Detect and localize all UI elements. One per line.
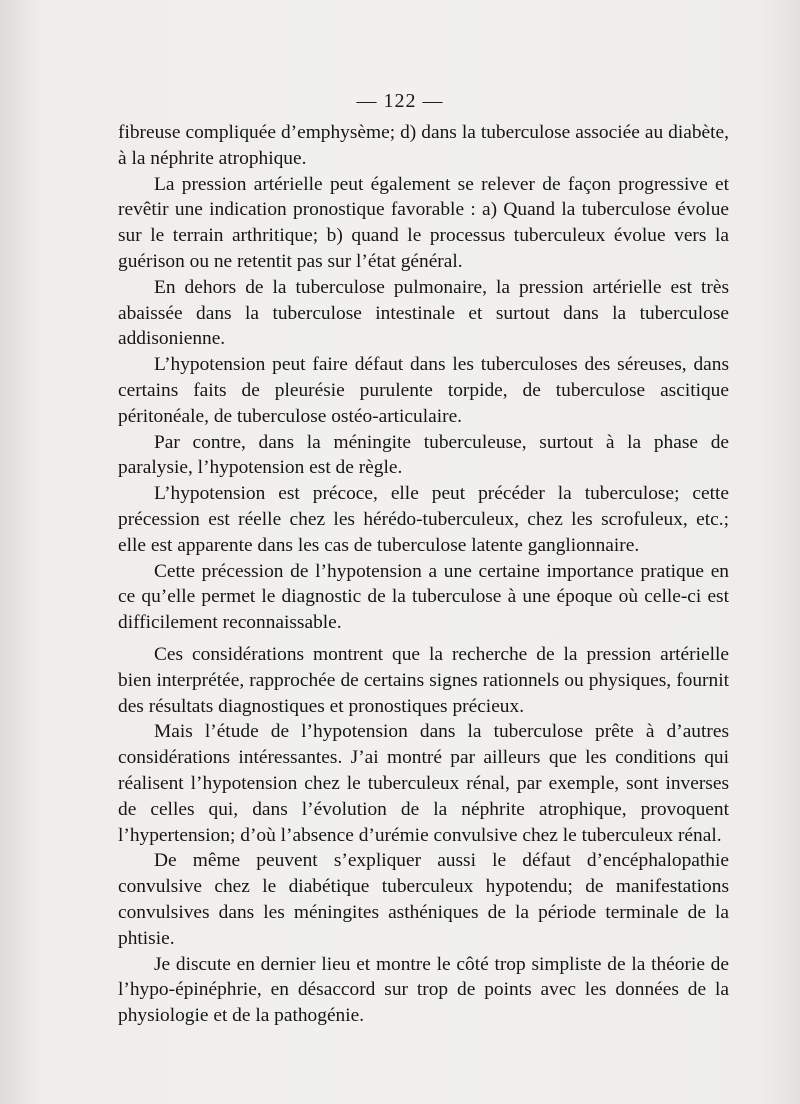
paragraph: L’hypotension est précoce, elle peut précéder la tuberculose; cette précession est réelle chez les hérédo-tuberculeux, chez les scrofuleux, etc.; elle est apparente dans les cas de tuberculose latente ganglionnaire. — [118, 483, 729, 556]
page-number: — 122 — — [356, 90, 444, 112]
paragraph: Par contre, dans la méningite tuberculeuse, surtout à la phase de paralysie, l’hypotension est de règle. — [118, 431, 729, 479]
paragraph: Cette précession de l’hypotension a une certaine importance pratique en ce qu’elle permet le diagnostic de la tuberculose à une époque où celle-ci est difficilement reconnaissable. — [118, 560, 729, 634]
paragraph-continuation: fibreuse compliquée d’emphysème; d) dans la tuberculose associée au diabète, à la néphrite atrophique. — [118, 122, 729, 169]
paragraph: Mais l’étude de l’hypotension dans la tuberculose prête à d’autres considérations intéressantes. J’ai montré par ailleurs que les conditions qui réalisent l’hypotension chez le tuberculeux rénal, par exemple, sont inverses de celles qui, dans l’évolution de la néphrite atrophique, provoquent l’hypertension; d’où l’absence d’urémie convulsive chez le tuberculeux rénal. — [118, 721, 729, 846]
paragraph: Ces considérations montrent que la recherche de la pression artérielle bien interprétée, rapprochée de certains signes rationnels ou physiques, fournit des résultats diagnostiques et pronostiques précieux. — [118, 643, 729, 717]
paragraph: La pression artérielle peut également se relever de façon progressive et revêtir une indication pronostique favorable : a) Quand la tuberculose évolue sur le terrain arthritique; b) quand le processus tuberculeux évolue vers la guérison ou ne retentit pas sur l’état général. — [118, 173, 729, 272]
paragraph: Je discute en dernier lieu et montre le côté trop simpliste de la théorie de l’hypo-épinéphrie, en désaccord sur trop de points avec les données de la physiologie et de la pathogénie. — [118, 953, 729, 1027]
paragraph: En dehors de la tuberculose pulmonaire, la pression artérielle est très abaissée dans la tuberculose intestinale et surtout dans la tuberculose addisonienne. — [118, 276, 729, 350]
body-text — [118, 120, 729, 1029]
paragraph: L’hypotension peut faire défaut dans les tuberculoses des séreuses, dans certains faits de pleurésie purulente torpide, de tuberculose ascitique péritonéale, de tuberculose ostéo-articulaire. — [118, 354, 729, 427]
paragraph: De même peuvent s’expliquer aussi le défaut d’encéphalopathie convulsive chez le diabétique tuberculeux hypotendu; de manifestations convulsives dans les méningites asthéniques de la période terminale de la phtisie. — [118, 850, 729, 949]
